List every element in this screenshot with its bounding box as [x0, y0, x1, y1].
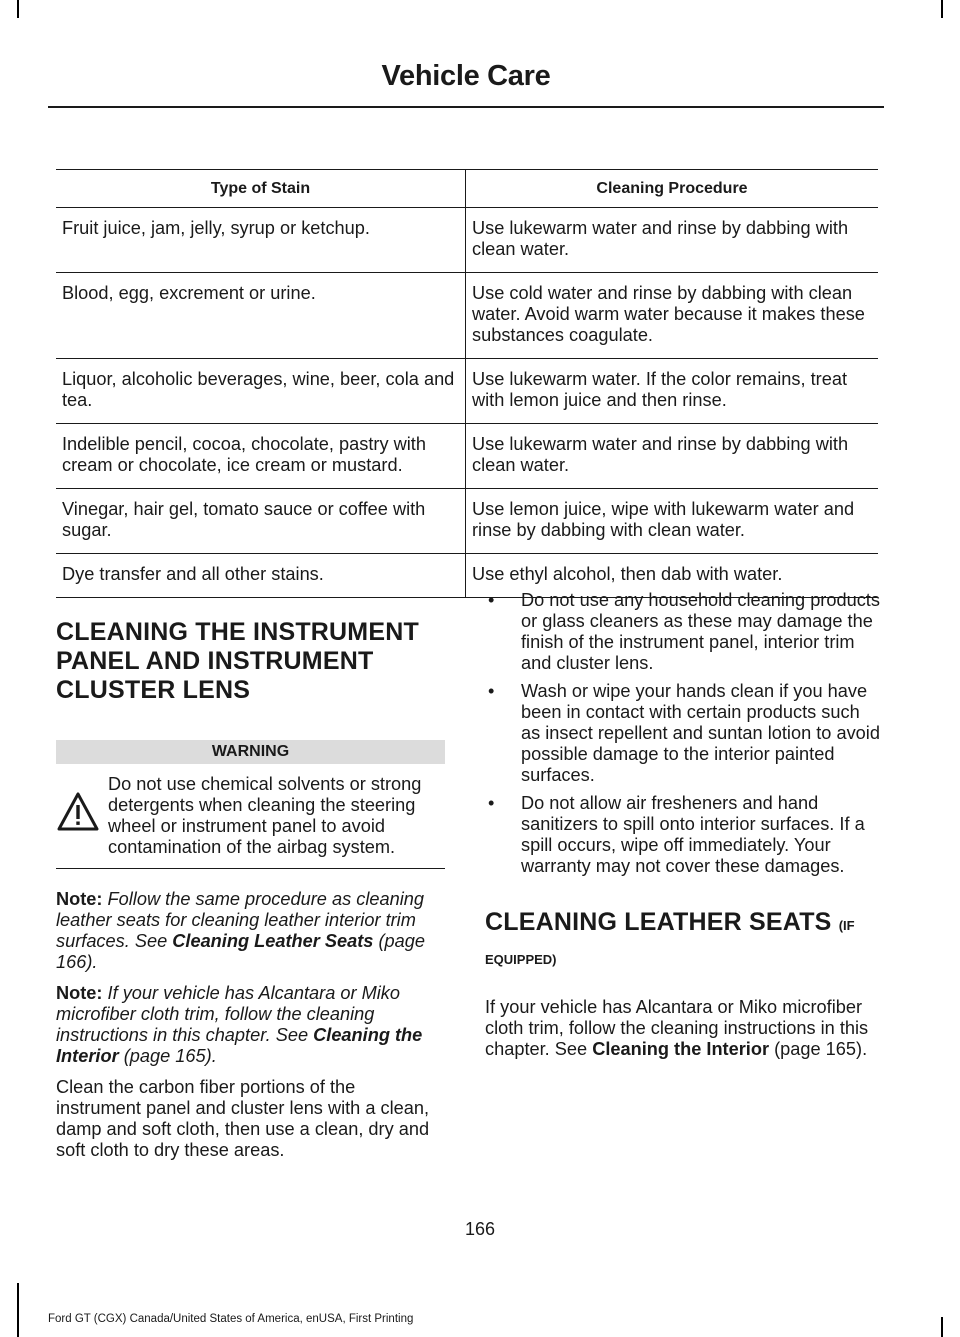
crop-mark-bottom-left — [17, 1283, 19, 1337]
body-paragraph — [485, 997, 880, 1060]
warning-box — [56, 774, 445, 869]
table-cell: Liquor, alcoholic beverages, wine, beer, cola and tea. — [56, 359, 466, 424]
page-reference: (page 166). — [56, 931, 425, 972]
header-rule — [48, 106, 884, 108]
bullet-mark: • — [488, 681, 495, 701]
bullet-mark: • — [488, 590, 495, 610]
note-text-body: If your vehicle has Alcantara or Miko microfiber cloth trim, follow the cleaning instructions in this chapter. See — [56, 983, 401, 1045]
table-row — [56, 273, 878, 359]
cross-reference-link[interactable]: Cleaning the Interior — [592, 1039, 770, 1059]
table-cell: Fruit juice, jam, jelly, syrup or ketchup. — [56, 208, 466, 273]
list-item-text: Do not allow air fresheners and hand sanitizers to spill onto interior surfaces. If a spill occurs, wipe off immediately. Your warranty may not cover these damages. — [521, 793, 865, 876]
page-reference: (page 165). — [123, 1046, 217, 1066]
table-cell: Indelible pencil, cocoa, chocolate, pastry with cream or chocolate, ice cream or mustard. — [56, 424, 466, 489]
warning-label: WARNING — [56, 740, 445, 764]
section-heading-text: CLEANING LEATHER SEATS — [485, 908, 832, 936]
list-item — [485, 681, 880, 786]
page-number: 166 — [464, 1219, 496, 1239]
crop-mark-top-left — [17, 0, 19, 18]
list-item — [485, 590, 880, 674]
cross-reference-link[interactable]: Cleaning the Interior — [56, 1025, 423, 1066]
list-item-text: Wash or wipe your hands clean if you have been in contact with certain products such as insect repellent and suntan lotion to avoid possible damage to the interior painted surfaces. — [521, 681, 880, 785]
page-reference: (page 165). — [774, 1039, 868, 1059]
right-column — [485, 590, 880, 1060]
list-item-text: Do not use any household cleaning products or glass cleaners as these may damage the finish of the instrument panel, interior trim and cluster lens. — [521, 590, 880, 673]
footer-imprint: Ford GT (CGX) Canada/United States of America, enUSA, First Printing — [48, 1313, 414, 1325]
section-heading-leather-seats — [485, 907, 880, 975]
note-text-body: Follow the same procedure as cleaning leather seats for cleaning leather interior trim surfaces. See — [56, 889, 424, 951]
list-item — [485, 793, 880, 877]
bullet-mark: • — [488, 793, 495, 813]
note-paragraph — [56, 889, 445, 973]
note-text — [56, 889, 425, 972]
cross-reference-link[interactable]: Cleaning Leather Seats — [172, 931, 374, 951]
table-header-row — [56, 170, 878, 208]
note-label: Note: — [56, 983, 103, 1003]
column-header: Type of Stain — [56, 170, 466, 208]
crop-mark-top-right — [941, 0, 943, 18]
warning-triangle-icon — [56, 790, 100, 834]
table-row — [56, 489, 878, 554]
bullet-list — [485, 590, 880, 877]
warning-text: Do not use chemical solvents or strong detergents when cleaning the steering wheel or instrument panel to avoid contamination of the airbag system. — [108, 774, 422, 857]
note-text — [56, 983, 422, 1066]
page-title: Vehicle Care — [381, 60, 551, 92]
crop-mark-bottom-right — [941, 1317, 943, 1337]
note-label: Note: — [56, 889, 103, 909]
table-cell: Vinegar, hair gel, tomato sauce or coffee with sugar. — [56, 489, 466, 554]
table-cell: Use cold water and rinse by dabbing with clean water. Avoid warm water because it makes these substances coagulate. — [466, 273, 879, 359]
body-paragraph: Clean the carbon fiber portions of the instrument panel and cluster lens with a clean, damp and soft cloth, then use a clean, dry and soft cloth to dry these areas. — [56, 1077, 430, 1160]
column-header: Cleaning Procedure — [466, 170, 879, 208]
table-cell: Blood, egg, excrement or urine. — [56, 273, 466, 359]
table-row — [56, 424, 878, 489]
section-heading-qualifier: (IF EQUIPPED) — [485, 918, 855, 967]
table-cell: Use lemon juice, wipe with lukewarm water and rinse by dabbing with clean water. — [466, 489, 879, 554]
body-text: If your vehicle has Alcantara or Miko microfiber cloth trim, follow the cleaning instructions in this chapter. See — [485, 997, 869, 1059]
table-row — [56, 359, 878, 424]
table-row — [56, 208, 878, 273]
note-paragraph — [56, 983, 445, 1067]
section-heading-instrument-panel: CLEANING THE INSTRUMENT PANEL AND INSTRUMENT CLUSTER LENS — [56, 618, 419, 704]
table-cell: Use ethyl alcohol, then dab with water. — [466, 554, 879, 598]
table-cell: Dye transfer and all other stains. — [56, 554, 466, 598]
table-cell: Use lukewarm water and rinse by dabbing with clean water. — [466, 424, 879, 489]
left-column — [56, 618, 445, 1161]
table-cell: Use lukewarm water. If the color remains, treat with lemon juice and then rinse. — [466, 359, 879, 424]
stain-table — [56, 169, 878, 598]
table-cell: Use lukewarm water and rinse by dabbing with clean water. — [466, 208, 879, 273]
